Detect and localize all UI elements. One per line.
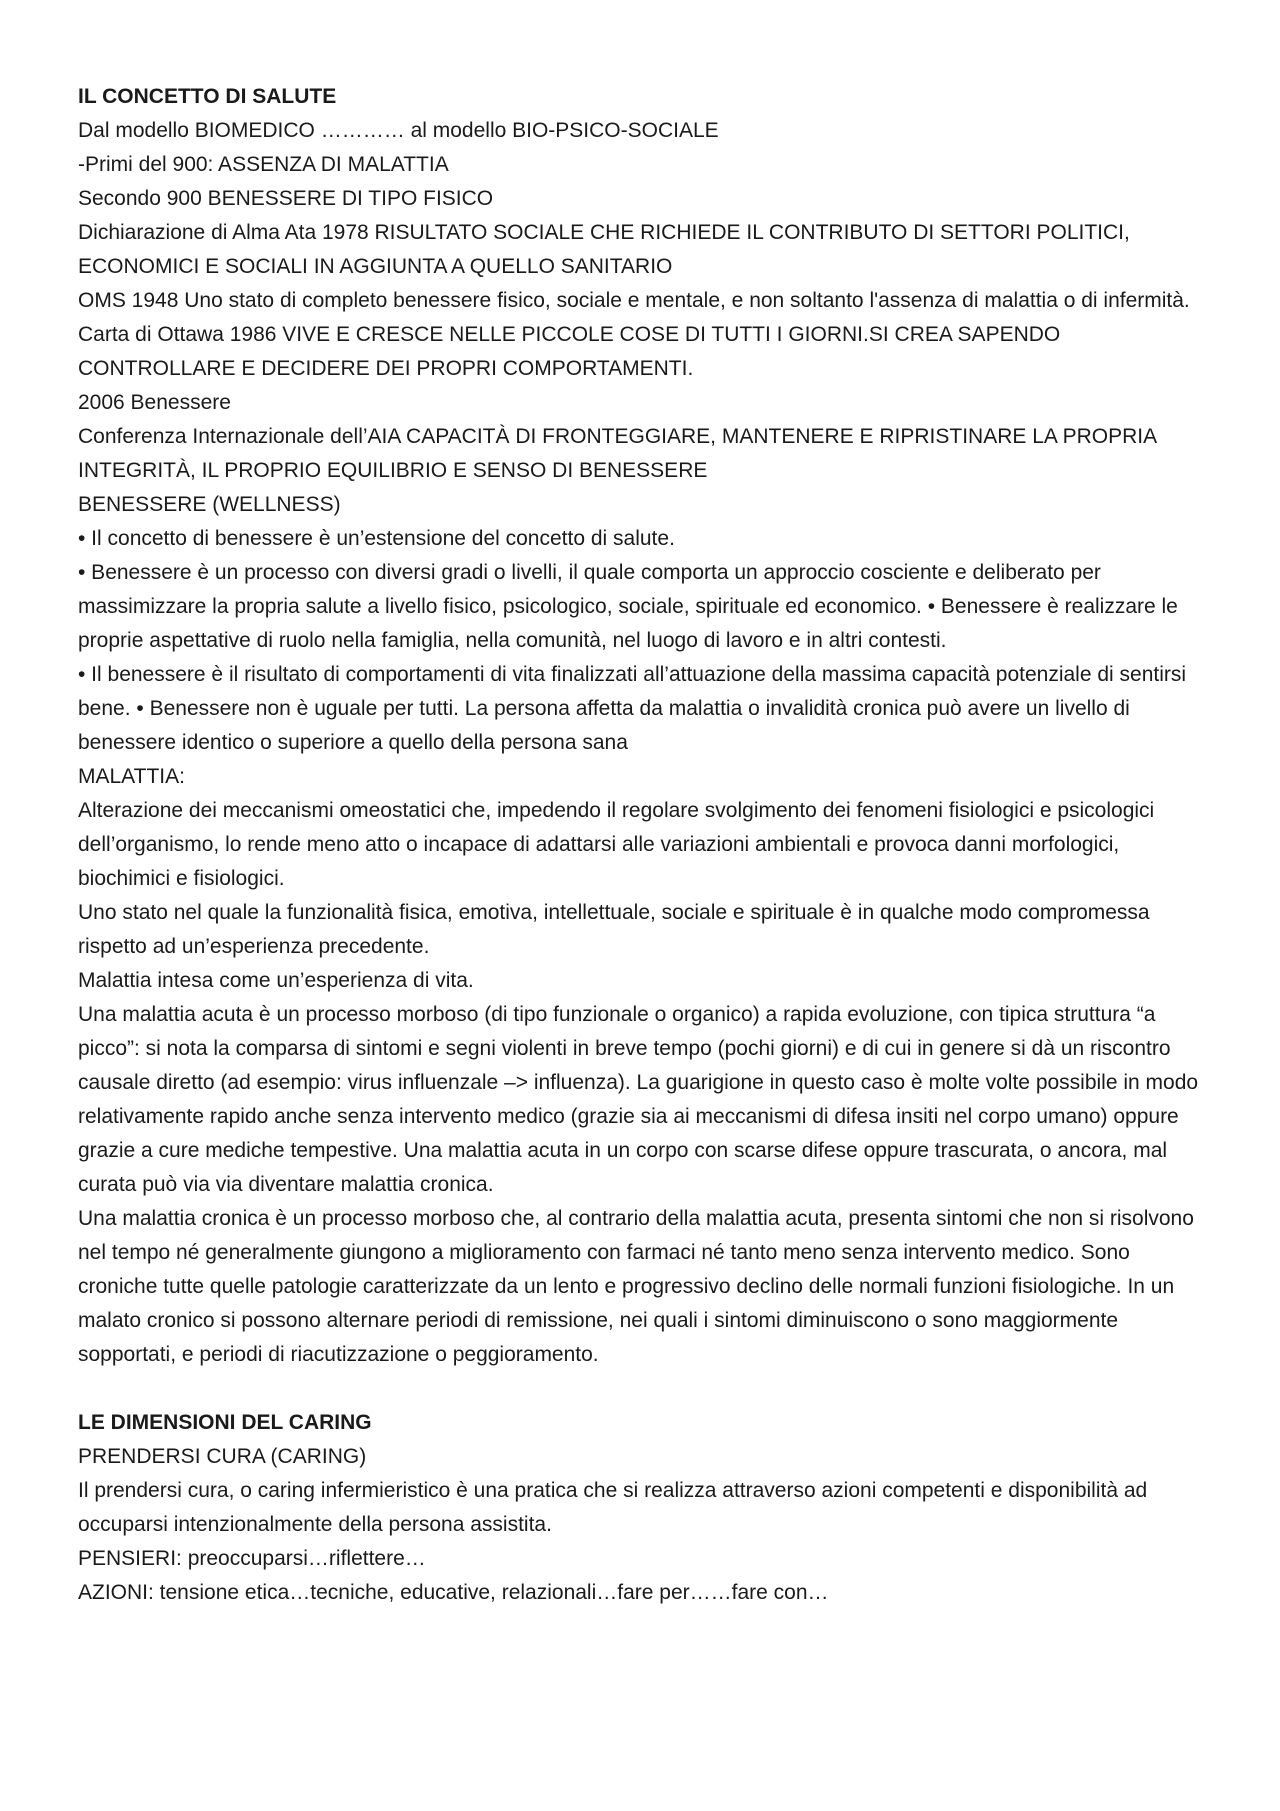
paragraph-prendersi-cura: PRENDERSI CURA (CARING) (78, 1445, 367, 1468)
paragraph-alterazione: Alterazione dei meccanismi omeostatici che, impedendo il regolare svolgimento dei fenomeni fisiologici e psicologici dell’organismo, lo rende meno atto o incapace di adattarsi alle variazioni ambientali e provoca danni morfologici, biochimici e fisiologici. (78, 799, 1155, 890)
paragraph-2006: 2006 Benessere (78, 391, 231, 414)
paragraph-alma-ata: Dichiarazione di Alma Ata 1978 RISULTATO SOCIALE CHE RICHIEDE IL CONTRIBUTO DI SETTORI POLITICI, ECONOMICI E SOCIALI IN AGGIUNTA A QUELLO SANITARIO (78, 221, 1130, 278)
paragraph-esperienza: Malattia intesa come un’esperienza di vita. (78, 969, 474, 992)
paragraph-secondo-900: Secondo 900 BENESSERE DI TIPO FISICO (78, 187, 494, 210)
paragraph-modello: Dal modello BIOMEDICO ………… al modello BIO-PSICO-SOCIALE (78, 119, 719, 142)
section-heading-concetto-salute: IL CONCETTO DI SALUTE (78, 85, 337, 108)
paragraph-malattia-acuta: Una malattia acuta è un processo morboso (di tipo funzionale o organico) a rapida evoluzione, con tipica struttura “a picco”: si nota la comparsa di sintomi e segni violenti in breve tempo (pochi giorni) e di cui in genere si dà un riscontro causale diretto (ad esempio: virus influenzale –> influenza). La guarigione in questo caso è molte volte possibile in modo relativamente rapido anche senza intervento medico (grazie sia ai meccanismi di difesa insiti nel corpo umano) oppure grazie a cure mediche tempestive. Una malattia acuta in un corpo con scarse difese oppure trascurata, o ancora, mal curata può via via diventare malattia cronica. (78, 1003, 1199, 1196)
section-spacer (78, 1372, 1208, 1406)
paragraph-azioni: AZIONI: tensione etica…tecniche, educative, relazionali…fare per……fare con… (78, 1581, 829, 1604)
section-heading-caring: LE DIMENSIONI DEL CARING (78, 1411, 372, 1434)
paragraph-stato: Uno stato nel quale la funzionalità fisica, emotiva, intellettuale, sociale e spirituale è in qualche modo compromessa rispetto ad un’esperienza precedente. (78, 901, 1150, 958)
paragraph-caring-definizione: Il prendersi cura, o caring infermieristico è una pratica che si realizza attraverso azioni competenti e disponibilità ad occuparsi intenzionalmente della persona assistita. (78, 1479, 1148, 1536)
paragraph-aia: Conferenza Internazionale dell’AIA CAPACITÀ DI FRONTEGGIARE, MANTENERE E RIPRISTINARE LA PROPRIA INTEGRITÀ, IL PROPRIO EQUILIBRIO E SENSO DI BENESSERE (78, 425, 1156, 482)
bullet-estensione: • Il concetto di benessere è un’estensione del concetto di salute. (78, 527, 675, 550)
paragraph-primi-900: -Primi del 900: ASSENZA DI MALATTIA (78, 153, 449, 176)
paragraph-oms-1948: OMS 1948 Uno stato di completo benessere fisico, sociale e mentale, e non soltanto l'assenza di malattia o di infermità. (78, 289, 1190, 312)
paragraph-malattia-title: MALATTIA: (78, 765, 185, 788)
paragraph-pensieri: PENSIERI: preoccuparsi…riflettere… (78, 1547, 426, 1570)
document-page (78, 80, 1208, 1610)
bullet-processo: • Benessere è un processo con diversi gradi o livelli, il quale comporta un approccio cosciente e deliberato per massimizzare la propria salute a livello fisico, psicologico, sociale, spirituale ed economico. • Benessere è realizzare le proprie aspettative di ruolo nella famiglia, nella comunità, nel luogo di lavoro e in altri contesti. (78, 561, 1178, 652)
bullet-risultato: • Il benessere è il risultato di comportamenti di vita finalizzati all’attuazione della massima capacità potenziale di sentirsi bene. • Benessere non è uguale per tutti. La persona affetta da malattia o invalidità cronica può avere un livello di benessere identico o superiore a quello della persona sana (78, 663, 1187, 754)
paragraph-ottawa: Carta di Ottawa 1986 VIVE E CRESCE NELLE PICCOLE COSE DI TUTTI I GIORNI.SI CREA SAPENDO CONTROLLARE E DECIDERE DEI PROPRI COMPORTAMENTI. (78, 323, 1061, 380)
paragraph-malattia-cronica: Una malattia cronica è un processo morboso che, al contrario della malattia acuta, presenta sintomi che non si risolvono nel tempo né generalmente giungono a miglioramento con farmaci né tanto meno senza intervento medico. Sono croniche tutte quelle patologie caratterizzate da un lento e progressivo declino delle normali funzioni fisiologiche. In un malato cronico si possono alternare periodi di remissione, nei quali i sintomi diminuiscono o sono maggiormente sopportati, e periodi di riacutizzazione o peggioramento. (78, 1207, 1194, 1366)
paragraph-wellness-title: BENESSERE (WELLNESS) (78, 493, 341, 516)
